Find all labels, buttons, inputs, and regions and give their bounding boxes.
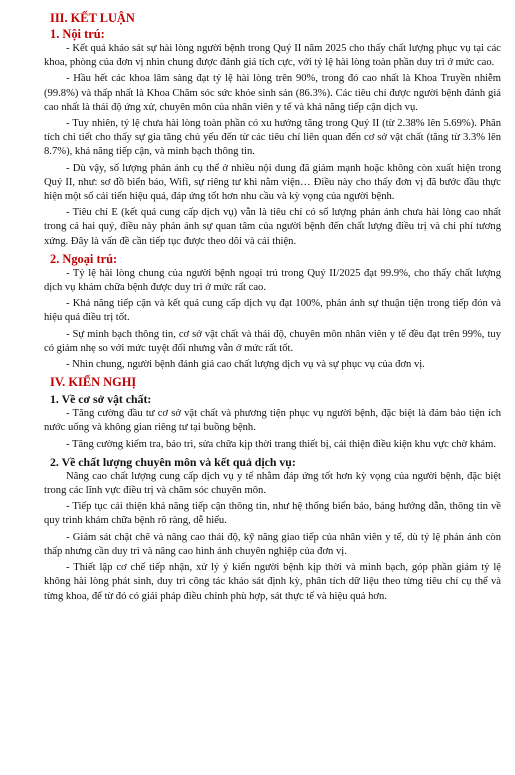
- subsection-heading-inpatient: 1. Nội trú:: [50, 27, 105, 41]
- subsection-heading-facilities: 1. Về cơ sở vật chất:: [50, 392, 152, 407]
- subsection-heading-outpatient: 2. Ngoại trú:: [50, 251, 118, 266]
- paragraph: - Thiết lập cơ chế tiếp nhận, xử lý ý kiến người bệnh kịp thời và minh bạch, góp phần giảm tỷ lệ không hài lòng phát sinh, duy trì công tác khảo sát định kỳ, phân tích dữ liệu theo từng tiêu chí cụ thể và từng khoa, để từ đó có giải pháp điều chỉnh phù hợp, sát thực tế và hiệu quả hơn.: [44, 562, 501, 602]
- section-heading-conclusion: III. KẾT LUẬN: [50, 11, 135, 25]
- paragraph: - Hầu hết các khoa lâm sàng đạt tỷ lệ hài lòng trên 90%, trong đó cao nhất là Khoa Truyền nhiễm (99.8%) và thấp nhất là Khoa Chăm sóc sức khỏe sinh sản (86.3%). Các tiêu chí được người bệnh đánh giá cao nhất là thái độ ứng xử, chuyên môn của nhân viên y tế và khả năng tiếp cận dịch vụ.: [44, 73, 501, 113]
- paragraph: - Sự minh bạch thông tin, cơ sở vật chất và thái độ, chuyên môn nhân viên y tế đều đạt trên 99%, tuy có giảm nhẹ so với mức tuyệt đối nhưng vẫn ở mức rất tốt.: [44, 328, 501, 354]
- paragraph: Nâng cao chất lượng cung cấp dịch vụ y tế nhằm đáp ứng tốt hơn kỳ vọng của người bệnh, đặc biệt trong các lĩnh vực điều trị và chăm sóc chuyên môn.: [44, 470, 501, 497]
- paragraph: - Tiêu chí E (kết quả cung cấp dịch vụ) vẫn là tiêu chí có số lượng phản ánh chưa hài lòng cao nhất trong cả hai quý, điều này phản ánh sự quan tâm của người bệnh đến chất lượng điều trị và chi phí tương xứng. Đây là vấn đề cần tiếp tục được theo dõi và cải thiện.: [44, 207, 501, 247]
- paragraph: - Tăng cường đầu tư cơ sở vật chất và phương tiện phục vụ người bệnh, đặc biệt là đảm bảo tiện ích nước uống và không gian riêng tư tại buồng bệnh.: [44, 408, 501, 434]
- paragraph: - Giám sát chặt chẽ và nâng cao thái độ, kỹ năng giao tiếp của nhân viên y tế, dù tỷ lệ phản ánh còn thấp nhưng cần duy trì và nâng cao hình ảnh chuyên nghiệp của đơn vị.: [44, 531, 501, 557]
- paragraph: - Tăng cường kiểm tra, bảo trì, sửa chữa kịp thời trang thiết bị, cải thiện điều kiện khu vực chờ khám.: [66, 438, 496, 450]
- paragraph: - Tỷ lệ hài lòng chung của người bệnh ngoại trú trong Quý II/2025 đạt 99.9%, cho thấy chất lượng dịch vụ khám chữa bệnh được duy trì ở mức rất cao.: [44, 267, 501, 294]
- section-heading-recommendations: IV. KIẾN NGHỊ: [50, 375, 137, 390]
- paragraph: - Kết quả khảo sát sự hài lòng người bệnh trong Quý II năm 2025 cho thấy chất lượng phục vụ tại các khoa, phòng của đơn vị nhìn chung được đánh giá tích cực, với tỷ lệ hài lòng toàn phần duy trì ở mức cao.: [44, 43, 501, 69]
- paragraph: - Khả năng tiếp cận và kết quả cung cấp dịch vụ đạt 100%, phản ánh sự thuận tiện trong tiếp đón và hiệu quả điều trị tốt.: [44, 298, 501, 324]
- paragraph: - Nhìn chung, người bệnh đánh giá cao chất lượng dịch vụ và sự phục vụ của đơn vị.: [66, 359, 425, 371]
- paragraph: - Tiếp tục cải thiện khả năng tiếp cận thông tin, như hệ thống biển báo, bảng hướng dẫn, thông tin về quy trình khám chữa bệnh rõ ràng, dễ hiểu.: [44, 501, 501, 527]
- paragraph: - Dù vậy, số lượng phản ánh cụ thể ở nhiều nội dung đã giảm mạnh hoặc không còn xuất hiện trong Quý II, như: sơ đồ biển báo, Wifi, sự riêng tư khi nằm viện… Điều này cho thấy đơn vị đã bước đầu thực hiện một số cải tiến hiệu quả, đáp ứng tốt hơn nhu cầu và kỳ vọng của người bệnh.: [44, 162, 501, 203]
- paragraph: - Tuy nhiên, tỷ lệ chưa hài lòng toàn phần có xu hướng tăng trong Quý II (từ 2.38% lên 5.69%). Phân tích chi tiết cho thấy sự gia tăng chủ yếu đến từ các tiêu chí liên quan đến cơ sở vật chất (tăng từ 3.3% lên 8.7%), khả năng tiếp cận, và minh bạch thông tin.: [44, 118, 501, 158]
- subsection-heading-quality: 2. Về chất lượng chuyên môn và kết quả dịch vụ:: [50, 454, 296, 469]
